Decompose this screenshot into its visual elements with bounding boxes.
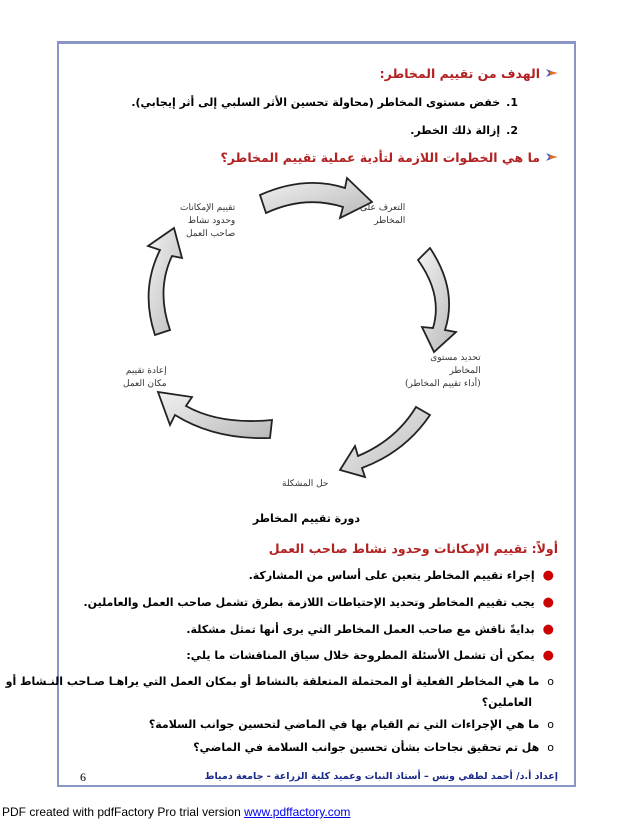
sub-item-1-text: ما هي المخاطر الفعلية أو المحتملة المتعلقة بالنشاط أو بمكان العمل التي يراهـا صـاحب النـشاط أو <box>5 675 540 688</box>
sub-item-2 <box>149 718 554 731</box>
cycle-label-solve <box>282 478 329 491</box>
cycle-arrow-left <box>148 228 182 335</box>
sub-item-1 <box>6 675 554 688</box>
first-bullet-1 <box>249 568 554 583</box>
first-bullet-1-text: إجراء تقييم المخاطر يتعين على أساس من المشاركة. <box>248 569 535 582</box>
bullet-dot-icon: ● <box>542 648 554 663</box>
goal-item-1-num: 1. <box>506 96 518 109</box>
cycle-arrow-right <box>418 248 456 352</box>
first-bullet-2 <box>84 595 555 610</box>
sub-item-3-text: هل تم تحقيق نجاحات بشأن تحسين جوانب السلامة في الماضي؟ <box>193 741 540 754</box>
sub-item-3 <box>193 741 554 754</box>
cycle-label-capabilities-line3: صاحب العمل <box>185 229 236 239</box>
cycle-arrow-bottom-left <box>158 392 272 438</box>
risk-cycle-diagram <box>100 170 520 500</box>
pdf-banner-text: PDF created with pdfFactory Pro trial version <box>2 805 241 819</box>
page-border-right <box>574 41 576 787</box>
section-first-heading: أولاً: تقييم الإمكانات وحدود نشاط صاحب العمل <box>268 541 558 556</box>
goal-heading <box>380 66 558 81</box>
sub-item-2-text: ما هي الإجراءات التي تم القيام بها في الماضي لتحسين جوانب السلامة؟ <box>148 718 540 731</box>
steps-heading-text: ما هي الخطوات اللازمة لتأدية عملية تقييم المخاطر؟ <box>220 150 540 165</box>
cycle-label-solve-line1: حل المشكلة <box>282 479 329 489</box>
cycle-arrow-bottom <box>340 407 430 477</box>
goal-item-1 <box>131 96 518 109</box>
cycle-label-capabilities <box>180 202 235 241</box>
cycle-label-identify <box>360 202 405 228</box>
first-bullet-2-text: يجب تقييم المخاطر وتحديد الإحتياطات اللازمة بطرق تشمل صاحب العمل والعاملين. <box>83 596 535 609</box>
bullet-dot-icon: ● <box>542 568 554 583</box>
cycle-label-identify-line2: المخاطر <box>374 216 406 226</box>
cycle-label-level-line1: تحديد مستوى <box>430 353 481 363</box>
circle-bullet-icon: o <box>547 741 554 754</box>
page-number: 6 <box>80 770 86 784</box>
cycle-label-level-line3: (أداء تقييم المخاطر) <box>405 379 481 389</box>
cycle-label-identify-line1: التعرف على <box>360 203 406 213</box>
sub-item-1-cont: العاملين؟ <box>481 696 532 709</box>
first-bullet-3 <box>186 622 554 637</box>
circle-bullet-icon: o <box>547 718 554 731</box>
steps-heading <box>221 150 558 165</box>
goal-item-2-num: 2. <box>506 124 518 137</box>
cycle-label-capabilities-line1: تقييم الإمكانات <box>180 203 236 213</box>
pdffactory-link[interactable]: www.pdffactory.com <box>244 805 351 819</box>
cycle-label-reassess-line1: إعادة تقييم <box>125 366 167 376</box>
arrow-bullet-icon <box>546 67 558 79</box>
page-border-top <box>57 41 576 44</box>
cycle-label-reassess <box>123 365 167 391</box>
first-bullet-4-text: يمكن أن تشمل الأسئلة المطروحة خلال سياق المناقشات ما يلي: <box>186 649 535 662</box>
cycle-caption: دورة تقييم المخاطر <box>252 512 360 525</box>
cycle-label-level <box>405 352 481 391</box>
cycle-arrow-top <box>260 178 372 218</box>
bullet-dot-icon: ● <box>542 595 554 610</box>
cycle-label-level-line2: المخاطر <box>449 366 481 376</box>
page-border-bottom <box>57 785 576 787</box>
goal-item-2 <box>410 124 518 137</box>
goal-heading-text: الهدف من تقييم المخاطر: <box>379 66 540 81</box>
circle-bullet-icon: o <box>547 675 554 688</box>
bullet-dot-icon: ● <box>542 622 554 637</box>
goal-item-1-text: خفض مستوى المخاطر (محاولة تحسين الأثر السلبي إلى أثر إيجابي). <box>131 96 501 109</box>
pdf-banner <box>2 805 350 819</box>
footer-credit: إعداد أ.د/ أحمد لطفي ونس – أستاذ النبات وعميد كلية الزراعة - جامعة دمياط <box>204 771 558 782</box>
goal-item-2-text: إزالة ذلك الخطر. <box>410 124 501 137</box>
first-bullet-3-text: بدايةً ناقش مع صاحب العمل المخاطر التي يرى أنها تمثل مشكلة. <box>186 623 535 636</box>
arrow-bullet-icon <box>546 151 558 163</box>
cycle-label-capabilities-line2: وحدود نشاط <box>187 216 236 226</box>
cycle-label-reassess-line2: مكان العمل <box>123 379 167 389</box>
first-bullet-4 <box>186 648 554 663</box>
